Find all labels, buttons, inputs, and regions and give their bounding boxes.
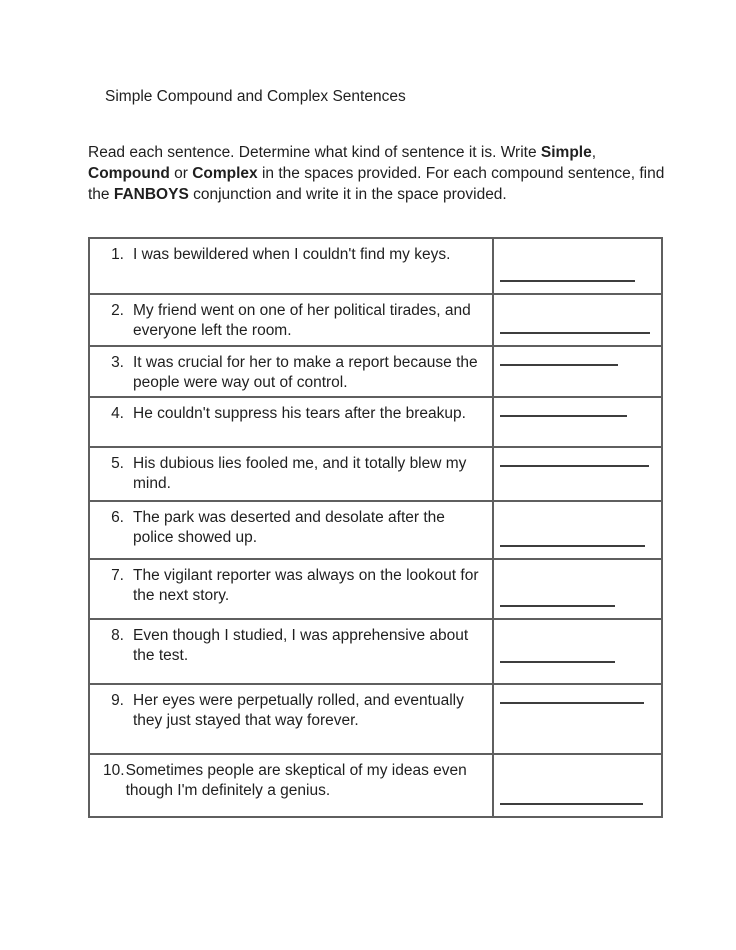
instruction-text: , (591, 144, 597, 161)
sentence-number: 10. (103, 762, 125, 779)
instruction-text: in the spaces provided. For each compound sentence, find the (88, 165, 665, 203)
sentence-number: 3. (111, 354, 124, 371)
answer-cell (494, 685, 661, 753)
instruction-text: or (169, 165, 193, 182)
page-title: Simple Compound and Complex Sentences (105, 88, 406, 105)
instruction-text: conjunction and write it in the space provided. (188, 186, 507, 203)
table-row (90, 560, 661, 620)
instructions-paragraph (88, 142, 666, 205)
instruction-keyword: Complex (192, 165, 258, 182)
answer-cell (494, 239, 661, 293)
answer-blank[interactable] (500, 465, 649, 467)
sentence-text: Sometimes people are skeptical of my ideas even though I'm definitely a genius. (125, 762, 467, 799)
answer-cell (494, 560, 661, 618)
sentence-text: My friend went on one of her political tirades, and everyone left the room. (133, 302, 471, 339)
table-row (90, 755, 661, 816)
sentence-number: 6. (111, 509, 124, 526)
answer-blank[interactable] (500, 661, 615, 663)
instruction-keyword: FANBOYS (113, 186, 189, 203)
table-row (90, 347, 661, 398)
answer-blank[interactable] (500, 605, 615, 607)
instruction-keyword: Simple (540, 144, 592, 161)
answer-blank[interactable] (500, 364, 618, 366)
sentence-cell (90, 448, 494, 500)
sentence-text: I was bewildered when I couldn't find my keys. (133, 246, 451, 263)
sentence-table (88, 237, 663, 818)
sentence-cell (90, 755, 494, 816)
sentence-number: 4. (111, 405, 124, 422)
sentence-cell (90, 620, 494, 683)
sentence-cell (90, 347, 494, 396)
answer-cell (494, 347, 661, 396)
sentence-text: It was crucial for her to make a report because the people were way out of control. (133, 354, 478, 391)
sentence-cell (90, 685, 494, 753)
sentence-cell (90, 560, 494, 618)
sentence-text: The park was deserted and desolate after the police showed up. (133, 509, 445, 546)
sentence-text: Her eyes were perpetually rolled, and eventually they just stayed that way forever. (133, 692, 464, 729)
sentence-number: 7. (111, 567, 124, 584)
answer-blank[interactable] (500, 415, 627, 417)
sentence-cell (90, 295, 494, 345)
answer-blank[interactable] (500, 803, 643, 805)
answer-blank[interactable] (500, 332, 650, 334)
answer-cell (494, 398, 661, 446)
table-row (90, 448, 661, 502)
sentence-cell (90, 239, 494, 293)
answer-cell (494, 502, 661, 558)
sentence-text: His dubious lies fooled me, and it totally blew my mind. (133, 455, 467, 492)
sentence-cell (90, 398, 494, 446)
table-row (90, 620, 661, 685)
answer-blank[interactable] (500, 545, 645, 547)
sentence-text: Even though I studied, I was apprehensive about the test. (133, 627, 469, 664)
sentence-number: 8. (111, 627, 124, 644)
table-row (90, 239, 661, 295)
sentence-number: 5. (111, 455, 124, 472)
instruction-text: Read each sentence. Determine what kind of sentence it is. Write (88, 144, 541, 161)
answer-cell (494, 620, 661, 683)
answer-cell (494, 295, 661, 345)
sentence-text: The vigilant reporter was always on the lookout for the next story. (133, 567, 479, 604)
sentence-text: He couldn't suppress his tears after the breakup. (133, 405, 466, 422)
instruction-keyword: Compound (88, 165, 170, 182)
answer-cell (494, 448, 661, 500)
table-row (90, 398, 661, 448)
answer-cell (494, 755, 661, 816)
sentence-number: 2. (111, 302, 124, 319)
answer-blank[interactable] (500, 702, 644, 704)
table-row (90, 295, 661, 347)
sentence-number: 1. (111, 246, 124, 263)
table-row (90, 502, 661, 560)
sentence-cell (90, 502, 494, 558)
answer-blank[interactable] (500, 280, 635, 282)
table-row (90, 685, 661, 755)
sentence-number: 9. (111, 692, 124, 709)
